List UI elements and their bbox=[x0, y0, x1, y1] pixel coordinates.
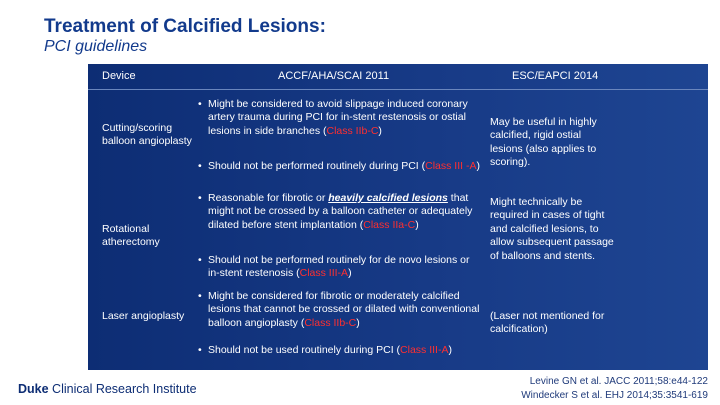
bullet-icon: • bbox=[198, 290, 202, 302]
guidelines-table bbox=[88, 64, 708, 370]
bullet-icon: • bbox=[198, 344, 202, 356]
esc-row2: Might technically be required in cases of tight and calcified lesions, to allow subsequent passage of balloons and stents. bbox=[490, 196, 614, 262]
col-header-acc: ACCF/AHA/SCAI 2011 bbox=[278, 70, 390, 82]
acc-row2-bullet1: Reasonable for fibrotic or heavily calcified lesions that might not be crossed by a balloon catheter or adequately dilated before stent implantation (Class IIa-C) bbox=[208, 192, 473, 231]
device-rotational-atherectomy: Rotational atherectomy bbox=[102, 223, 160, 248]
citation-windecker: Windecker S et al. EHJ 2014;35:3541-619 bbox=[521, 390, 708, 401]
device-laser-angioplasty: Laser angioplasty bbox=[102, 310, 185, 322]
col-header-device: Device bbox=[102, 70, 136, 82]
citation-levine: Levine GN et al. JACC 2011;58:e44-122 bbox=[529, 376, 708, 387]
acc-row1-bullet1: Might be considered to avoid slippage induced coronary artery trauma during PCI for in-stent restenosis or ostial lesions in side branches (Class IIb-C) bbox=[208, 98, 468, 137]
acc-row3-bullet1: Might be considered for fibrotic or moderately calcified lesions that cannot be crossed or dilated with conventional balloon angioplasty (Class IIb-C) bbox=[208, 290, 480, 329]
esc-row1: May be useful in highly calcified, rigid ostial lesions (also applies to scoring). bbox=[490, 116, 597, 169]
slide-subtitle: PCI guidelines bbox=[44, 38, 148, 55]
bullet-icon: • bbox=[198, 254, 202, 266]
esc-row3: (Laser not mentioned for calcification) bbox=[490, 310, 605, 336]
device-cutting-scoring: Cutting/scoring balloon angioplasty bbox=[102, 122, 192, 147]
acc-row2-bullet2: Should not be performed routinely for de novo lesions or in-stent restenosis (Class III-A) bbox=[208, 254, 470, 280]
bullet-icon: • bbox=[198, 192, 202, 204]
duke-logo: Duke Clinical Research Institute bbox=[18, 382, 197, 396]
bullet-icon: • bbox=[198, 160, 202, 172]
header-divider bbox=[88, 89, 708, 90]
acc-row1-bullet2: Should not be performed routinely during PCI (Class III -A) bbox=[208, 160, 480, 172]
col-header-esc: ESC/EAPCI 2014 bbox=[512, 70, 599, 82]
slide-title: Treatment of Calcified Lesions: bbox=[44, 16, 326, 37]
acc-row3-bullet2: Should not be used routinely during PCI (Class III-A) bbox=[208, 344, 452, 356]
bullet-icon: • bbox=[198, 98, 202, 110]
